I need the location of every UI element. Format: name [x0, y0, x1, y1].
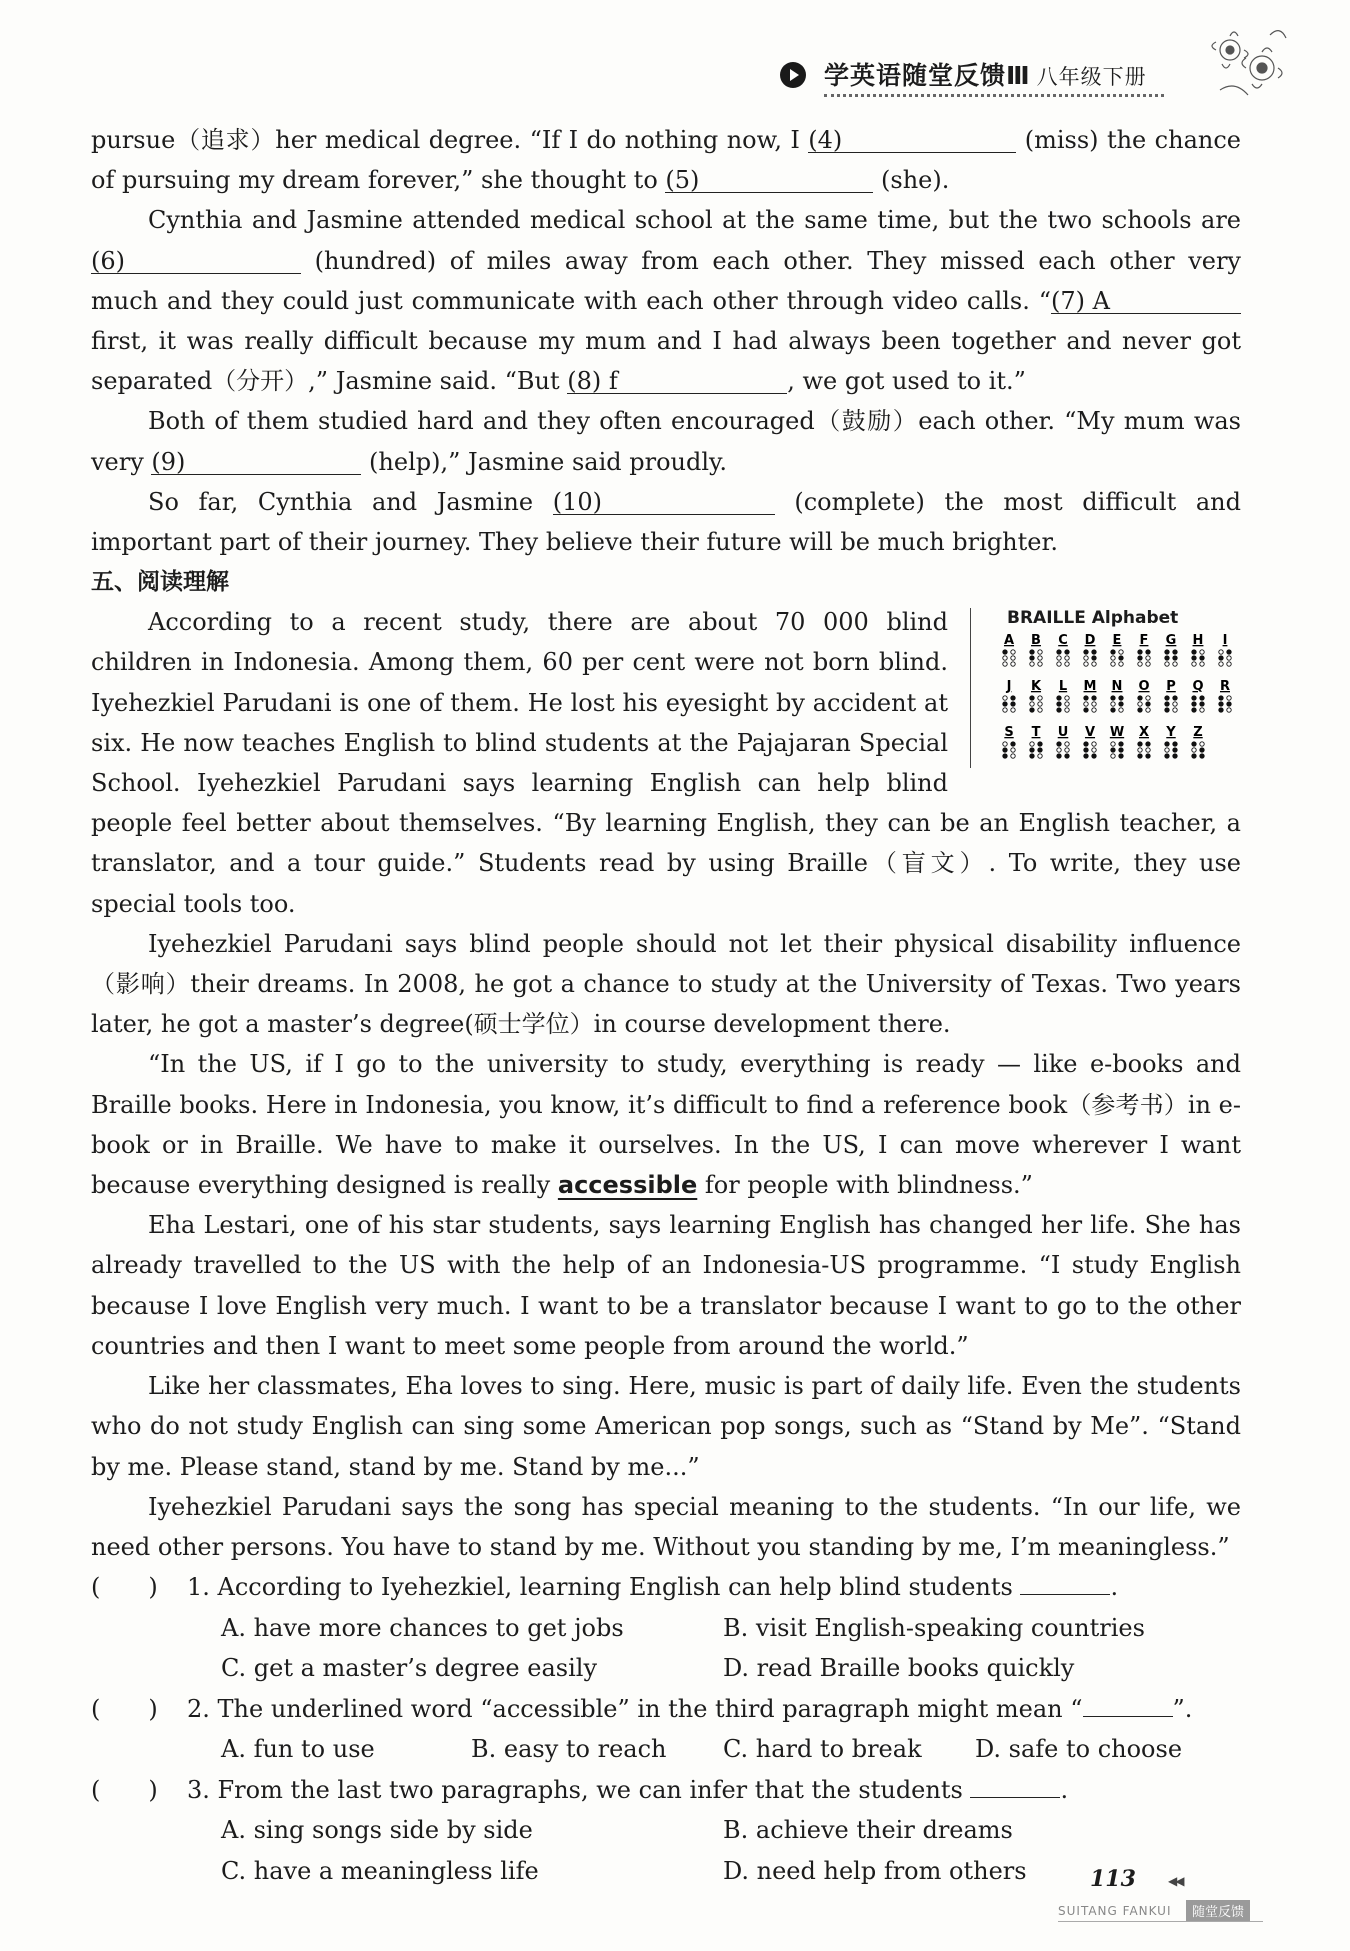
braille-letter-o: O: [1138, 679, 1150, 695]
option-c[interactable]: C. get a master’s degree easily: [221, 1654, 597, 1683]
braille-dot: [1138, 742, 1142, 746]
question-blank: [970, 1771, 1060, 1798]
braille-dot: [1030, 754, 1034, 758]
braille-letter-k: K: [1030, 679, 1042, 695]
braille-dot: [1092, 696, 1096, 700]
braille-dot: [1200, 708, 1204, 712]
braille-dot: [1092, 742, 1096, 746]
braille-dot: [1003, 748, 1007, 752]
underlined-word-accessible: accessible: [557, 1171, 698, 1200]
braille-dot: [1200, 754, 1204, 758]
braille-dot: [1003, 708, 1007, 712]
option-b[interactable]: B. achieve their dreams: [723, 1816, 1013, 1845]
question-3: ( ) 3. From the last two paragraphs, we can infer that the students . A. sing songs side by side B. achieve their dreams C. have a meaningless life D. need help from others: [91, 1770, 1241, 1892]
option-d[interactable]: D. need help from others: [723, 1856, 1027, 1885]
footer-divider: [1058, 1921, 1263, 1922]
braille-dot: [1003, 662, 1007, 666]
braille-dot: [1165, 702, 1169, 706]
braille-dot: [1192, 696, 1196, 700]
braille-dot: [1092, 754, 1096, 758]
braille-dot: [1138, 662, 1142, 666]
reading-paragraph-5: Like her classmates, Eha loves to sing. Here, music is part of daily life. Even the students who do not study English can sing some American pop songs, such as “Stand by Me”. “Stand by me. Please stand, stand by me. Stand by me...”: [91, 1372, 1241, 1481]
braille-dot: [1165, 656, 1169, 660]
braille-dot: [1173, 754, 1177, 758]
braille-dot: [1219, 702, 1223, 706]
braille-dot: [1092, 656, 1096, 660]
braille-dot: [1011, 748, 1015, 752]
braille-dot: [1146, 754, 1150, 758]
braille-letter-z: Z: [1193, 725, 1203, 741]
braille-dot: [1003, 754, 1007, 758]
braille-dot: [1065, 650, 1069, 654]
cloze-blank-6[interactable]: (6): [91, 246, 301, 274]
braille-dot: [1030, 650, 1034, 654]
braille-dot: [1065, 702, 1069, 706]
braille-dot: [1219, 650, 1223, 654]
braille-dot: [1011, 662, 1015, 666]
braille-dot: [1165, 748, 1169, 752]
braille-dot: [1227, 650, 1231, 654]
braille-letter-p: P: [1166, 679, 1176, 695]
option-a[interactable]: A. fun to use: [221, 1735, 375, 1764]
braille-dot: [1119, 650, 1123, 654]
braille-dot: [1003, 650, 1007, 654]
braille-dot: [1165, 650, 1169, 654]
braille-dot: [1092, 702, 1096, 706]
braille-dot: [1111, 656, 1115, 660]
braille-letter-g: G: [1165, 633, 1177, 649]
braille-dot: [1092, 662, 1096, 666]
braille-alphabet-chart: [991, 608, 1241, 768]
braille-dot: [1038, 754, 1042, 758]
braille-letter-w: W: [1109, 725, 1125, 741]
braille-letter-y: Y: [1166, 725, 1176, 741]
page-header: [780, 52, 1300, 112]
braille-dot: [1030, 696, 1034, 700]
braille-dot: [1111, 650, 1115, 654]
braille-dot: [1146, 708, 1150, 712]
braille-dot: [1111, 748, 1115, 752]
braille-dot: [1165, 742, 1169, 746]
header-divider: [824, 94, 1164, 97]
braille-dot: [1200, 650, 1204, 654]
reading-section-heading: 五、阅读理解: [91, 569, 229, 596]
braille-dot: [1092, 708, 1096, 712]
braille-letter-r: R: [1219, 679, 1231, 695]
braille-dot: [1011, 656, 1015, 660]
grade-label: 八年级下册: [1036, 65, 1147, 89]
play-circle-icon: [780, 62, 806, 88]
braille-dot: [1111, 696, 1115, 700]
cloze-blank-7[interactable]: (7) A: [1051, 286, 1241, 314]
braille-dot: [1084, 748, 1088, 752]
braille-letter-s: S: [1004, 725, 1014, 741]
braille-letter-j: J: [1006, 679, 1012, 695]
braille-dot: [1192, 650, 1196, 654]
braille-dot: [1173, 748, 1177, 752]
braille-letter-a: A: [1003, 633, 1015, 649]
braille-dot: [1173, 702, 1177, 706]
braille-dot: [1065, 742, 1069, 746]
braille-dot: [1138, 656, 1142, 660]
braille-dot: [1138, 754, 1142, 758]
braille-letter-d: D: [1084, 633, 1096, 649]
braille-dot: [1011, 708, 1015, 712]
braille-dot: [1030, 702, 1034, 706]
answer-bracket[interactable]: ( ): [91, 1573, 158, 1602]
braille-dot: [1173, 742, 1177, 746]
braille-dot: [1192, 742, 1196, 746]
braille-dot: [1192, 656, 1196, 660]
braille-dot: [1200, 702, 1204, 706]
braille-letter-h: H: [1192, 633, 1204, 649]
braille-dot: [1192, 708, 1196, 712]
braille-dot: [1030, 662, 1034, 666]
braille-dot: [1200, 696, 1204, 700]
braille-dot: [1057, 708, 1061, 712]
braille-dot: [1003, 702, 1007, 706]
braille-dot: [1003, 656, 1007, 660]
braille-dot: [1030, 656, 1034, 660]
braille-dot: [1057, 662, 1061, 666]
footer-brand-badge: 随堂反馈: [1186, 1900, 1250, 1921]
braille-dot: [1173, 662, 1177, 666]
braille-dot: [1138, 748, 1142, 752]
braille-dot: [1011, 742, 1015, 746]
braille-dot: [1084, 754, 1088, 758]
footer-brand-en: SUITANG FANKUI: [1058, 1904, 1172, 1918]
braille-dot: [1173, 696, 1177, 700]
option-a[interactable]: A. have more chances to get jobs: [221, 1613, 624, 1642]
braille-dot: [1038, 696, 1042, 700]
braille-dot: [1119, 708, 1123, 712]
braille-dot: [1227, 708, 1231, 712]
braille-dot: [1227, 662, 1231, 666]
braille-letter-f: F: [1139, 633, 1149, 649]
braille-dot: [1227, 702, 1231, 706]
braille-dot: [1146, 702, 1150, 706]
braille-letter-b: B: [1031, 633, 1041, 649]
braille-dot: [1038, 708, 1042, 712]
braille-letter-n: N: [1111, 679, 1123, 695]
cloze-paragraph-1: pursue（追求）her medical degree. “If I do nothing now, I (4) (miss) the chance of pursuing my dream forever,” she thought to (5) (she).: [91, 126, 1241, 195]
braille-alphabet-figure: [970, 608, 1241, 768]
braille-dot: [1119, 662, 1123, 666]
braille-dot: [1219, 696, 1223, 700]
flower-decoration-icon: [1200, 20, 1290, 110]
braille-dot: [1138, 702, 1142, 706]
braille-dot: [1165, 662, 1169, 666]
double-arrow-left-icon: ◀◀: [1168, 1874, 1183, 1888]
book-title: 学英语随堂反馈Ⅲ 八年级下册: [824, 61, 1147, 90]
braille-dot: [1030, 748, 1034, 752]
braille-dot: [1084, 650, 1088, 654]
braille-dot: [1057, 702, 1061, 706]
braille-dot: [1038, 656, 1042, 660]
braille-dot: [1192, 748, 1196, 752]
braille-dot: [1138, 650, 1142, 654]
braille-dot: [1065, 748, 1069, 752]
cloze-blank-10[interactable]: (10): [553, 487, 775, 515]
question-2: ( ) 2. The underlined word “accessible” in the third paragraph might mean “ ”. A. fun to use B. easy to reach C. hard to break D. safe to choose: [91, 1689, 1241, 1770]
braille-dot: [1065, 662, 1069, 666]
braille-dot: [1030, 708, 1034, 712]
braille-dot: [1173, 708, 1177, 712]
braille-letter-e: E: [1112, 633, 1122, 649]
braille-letter-t: T: [1031, 725, 1041, 741]
cloze-blank-9[interactable]: (9): [151, 447, 361, 475]
braille-letter-m: M: [1083, 679, 1097, 695]
braille-dot: [1119, 702, 1123, 706]
option-d[interactable]: D. read Braille books quickly: [723, 1654, 1075, 1683]
braille-dot: [1011, 702, 1015, 706]
braille-letter-u: U: [1057, 725, 1069, 741]
braille-dot: [1119, 656, 1123, 660]
braille-dot: [1119, 742, 1123, 746]
reading-paragraph-2: Iyehezkiel Parudani says blind people should not let their physical disability influence（影响）their dreams. In 2008, he got a chance to study at the University of Texas. Two years later, he got a master’s degree(硕士学位）in course development there.: [91, 929, 1241, 1039]
braille-dot: [1192, 754, 1196, 758]
braille-dot: [1111, 702, 1115, 706]
braille-dot: [1057, 656, 1061, 660]
cloze-paragraph-3: Both of them studied hard and they often encouraged（鼓励）each other. “My mum was very (9) (help),” Jasmine said proudly.: [91, 407, 1241, 476]
option-d[interactable]: D. safe to choose: [975, 1735, 1183, 1764]
braille-dot: [1192, 702, 1196, 706]
answer-bracket[interactable]: ( ): [91, 1694, 158, 1723]
braille-letter-x: X: [1138, 725, 1150, 741]
reading-paragraph-1: According to a recent study, there are about 70 000 blind children in Indonesia. Among them, 60 per cent were not born blind. Iyehezkiel Parudani is one of them. He lost his eyesight by accident at six. He now teaches English to blind students at the Pajajaran Special School. Iyehezkiel Parudani says learning English can help blind people feel better about themselves. “By learning English, they can be an English teacher, a translator, and a tour guide.” Students read by using Braille（盲文）. To write, they use special tools too.: [91, 608, 1241, 918]
braille-dot: [1057, 748, 1061, 752]
braille-dot: [1219, 708, 1223, 712]
braille-dot: [1138, 708, 1142, 712]
braille-dot: [1165, 708, 1169, 712]
braille-dot: [1119, 748, 1123, 752]
braille-dot: [1146, 662, 1150, 666]
braille-dot: [1146, 656, 1150, 660]
cloze-blank-5[interactable]: (5): [665, 165, 873, 193]
braille-letter-i: I: [1222, 633, 1228, 649]
braille-dot: [1084, 656, 1088, 660]
braille-dot: [1200, 748, 1204, 752]
braille-dot: [1057, 650, 1061, 654]
reading-paragraph-4: Eha Lestari, one of his star students, says learning English has changed her life. She has already travelled to the US with the help of an Indonesia-US programme. “I study English because I love English very much. I want to be a translator because I want to go to the other countries and then I want to meet some people from around the world.”: [91, 1211, 1241, 1360]
braille-dot: [1057, 742, 1061, 746]
cloze-paragraph-4: So far, Cynthia and Jasmine (10) (complete) the most difficult and important part of their journey. They believe their future will be much brighter.: [91, 487, 1242, 557]
braille-dot: [1057, 696, 1061, 700]
braille-dot: [1165, 754, 1169, 758]
braille-dot: [1111, 708, 1115, 712]
braille-dot: [1038, 748, 1042, 752]
braille-dot: [1065, 708, 1069, 712]
braille-dot: [1111, 754, 1115, 758]
braille-dot: [1030, 742, 1034, 746]
answer-bracket[interactable]: ( ): [91, 1775, 158, 1804]
braille-dot: [1192, 662, 1196, 666]
braille-dot: [1065, 696, 1069, 700]
braille-dot: [1219, 656, 1223, 660]
question-blank: [1083, 1690, 1173, 1717]
braille-dot: [1146, 742, 1150, 746]
braille-dot: [1119, 696, 1123, 700]
cloze-blank-4[interactable]: (4): [808, 125, 1016, 153]
braille-dot: [1173, 650, 1177, 654]
braille-dot: [1011, 650, 1015, 654]
reading-passage: [91, 602, 1241, 1567]
braille-letter-c: C: [1058, 633, 1068, 649]
braille-dot: [1084, 742, 1088, 746]
braille-dot: [1038, 702, 1042, 706]
braille-dot: [1146, 748, 1150, 752]
braille-figure-title: BRAILLE Alphabet: [1007, 608, 1179, 629]
braille-dot: [1138, 696, 1142, 700]
braille-dot: [1173, 656, 1177, 660]
braille-dot: [1200, 662, 1204, 666]
option-c[interactable]: C. hard to break: [723, 1735, 922, 1764]
braille-dot: [1084, 702, 1088, 706]
braille-letter-v: V: [1084, 725, 1096, 741]
braille-letter-l: L: [1058, 679, 1068, 695]
page-number: 113: [1090, 1866, 1136, 1892]
braille-dot: [1200, 742, 1204, 746]
braille-dot: [1092, 650, 1096, 654]
braille-dot: [1011, 754, 1015, 758]
braille-dot: [1011, 696, 1015, 700]
braille-dot: [1038, 650, 1042, 654]
braille-dot: [1111, 662, 1115, 666]
braille-dot: [1092, 748, 1096, 752]
braille-dot: [1165, 696, 1169, 700]
braille-dot: [1003, 696, 1007, 700]
main-content: [91, 120, 1241, 1891]
option-b[interactable]: B. visit English-speaking countries: [723, 1613, 1145, 1642]
option-b[interactable]: B. easy to reach: [471, 1735, 667, 1764]
braille-dot: [1146, 696, 1150, 700]
braille-letter-q: Q: [1192, 679, 1204, 695]
cloze-paragraph-2: Cynthia and Jasmine attended medical school at the same time, but the two schools are (6) (hundred) of miles away from each other. They missed each other very much and they could just communicate with each other through video calls. “(7) A first, it was really difficult because my mum and I had always been together and never got separated（分开）,” Jasmine said. “But (8) f , we got used to it.”: [91, 206, 1241, 396]
braille-dot: [1084, 708, 1088, 712]
braille-dot: [1065, 754, 1069, 758]
braille-dot: [1219, 662, 1223, 666]
reading-paragraph-3: “In the US, if I go to the university to study, everything is ready — like e-books and Braille books. Here in Indonesia, you know, it’s difficult to find a reference book（参考书）in e-book or in Braille. We have to make it ourselves. In the US, I can move wherever I want because everything designed is really accessible for people with blindness.”: [91, 1050, 1241, 1200]
option-c[interactable]: C. have a meaningless life: [221, 1856, 539, 1885]
braille-dot: [1227, 656, 1231, 660]
braille-dot: [1111, 742, 1115, 746]
braille-dot: [1227, 696, 1231, 700]
braille-dot: [1057, 754, 1061, 758]
braille-dot: [1038, 662, 1042, 666]
braille-dot: [1200, 656, 1204, 660]
cloze-blank-8[interactable]: (8) f: [567, 366, 787, 394]
braille-dot: [1065, 656, 1069, 660]
braille-dot: [1084, 696, 1088, 700]
braille-dot: [1146, 650, 1150, 654]
braille-dot: [1084, 662, 1088, 666]
question-1: ( ) 1. According to Iyehezkiel, learning English can help blind students . A. have more chances to get jobs B. visit English-speaking countries C. get a master’s degree easily D. read Braille books quickly: [91, 1567, 1241, 1689]
braille-dot: [1119, 754, 1123, 758]
question-blank: [1020, 1568, 1110, 1595]
reading-paragraph-6: Iyehezkiel Parudani says the song has special meaning to the students. “In our life, we need other persons. You have to stand by me. Without you standing by me, I’m meaningless.”: [91, 1492, 1241, 1561]
braille-dot: [1003, 742, 1007, 746]
option-a[interactable]: A. sing songs side by side: [221, 1816, 533, 1845]
braille-dot: [1038, 742, 1042, 746]
